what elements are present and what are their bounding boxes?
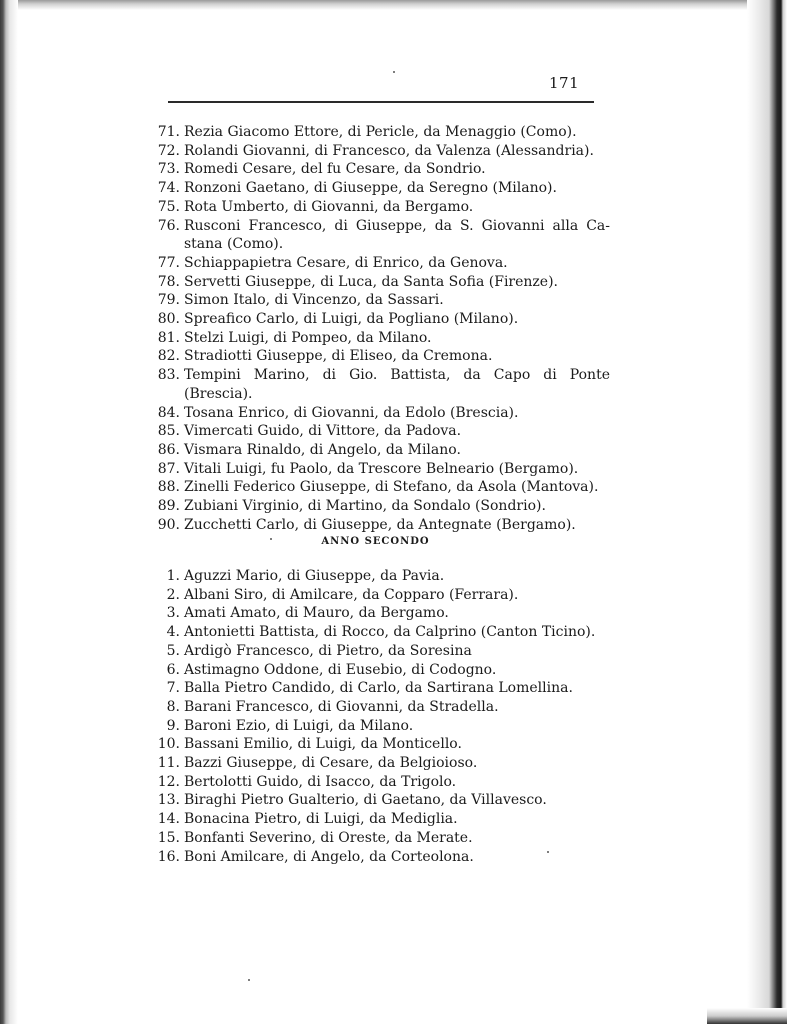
entry-text: Servetti Giuseppe, di Luca, da Santa Sofia (Firenze). — [184, 273, 559, 290]
student-list-second-year — [150, 567, 610, 866]
list-item — [150, 623, 610, 642]
entry-number: 13. — [157, 792, 180, 809]
list-item — [150, 848, 610, 867]
entry-text: Zubiani Virginio, di Martino, da Sondalo (Sondrio). — [184, 498, 546, 515]
list-item — [150, 347, 610, 366]
entry-text: Bassani Emilio, di Luigi, da Monticello. — [184, 736, 462, 753]
entry-number: 78. — [157, 273, 180, 290]
entry-number: 73. — [157, 161, 180, 178]
entry-number: 2. — [166, 586, 180, 603]
list-item — [150, 735, 610, 754]
entry-number: 85. — [157, 423, 180, 440]
list-item — [150, 586, 610, 605]
scan-edge-top — [0, 0, 787, 10]
list-item — [150, 754, 610, 773]
list-item — [150, 642, 610, 661]
section-title-text: ANNO SECONDO — [321, 536, 430, 547]
entry-number: 9. — [166, 717, 180, 734]
entry-text: Balla Pietro Candido, di Carlo, da Sartirana Lomellina. — [184, 680, 573, 697]
entry-text: Rolandi Giovanni, di Francesco, da Valenza (Alessandria). — [184, 142, 594, 159]
list-item — [150, 810, 610, 829]
entry-text: Bonacina Pietro, di Luigi, da Mediglia. — [184, 811, 458, 828]
entry-text: Zucchetti Carlo, di Giuseppe, da Antegnate (Bergamo). — [184, 516, 576, 533]
entry-number: 89. — [157, 498, 180, 515]
entry-number: 8. — [166, 698, 180, 715]
list-item — [150, 441, 610, 460]
entry-number: 1. — [166, 568, 180, 584]
entry-number: 82. — [157, 348, 180, 365]
entry-number: 90. — [157, 516, 180, 533]
list-item — [150, 254, 610, 273]
list-item — [150, 497, 610, 516]
entry-number: 74. — [157, 180, 180, 197]
entry-text: Schiappapietra Cesare, di Enrico, da Genova. — [184, 254, 508, 271]
entry-text: Barani Francesco, di Giovanni, da Stradella. — [184, 698, 499, 715]
entry-number: 15. — [157, 829, 180, 846]
scan-speck — [393, 71, 395, 73]
list-item — [150, 516, 610, 535]
scan-speck — [248, 979, 250, 981]
entry-text: Bertolotti Guido, di Isacco, da Trigolo. — [184, 773, 457, 790]
entry-text: Ronzoni Gaetano, di Giuseppe, da Seregno (Milano). — [184, 180, 557, 197]
entry-number: 81. — [157, 329, 180, 346]
list-item — [150, 329, 610, 348]
entry-text: Spreafico Carlo, di Luigi, da Pogliano (Milano). — [184, 311, 519, 328]
list-item — [150, 698, 610, 717]
entry-number: 77. — [157, 254, 180, 271]
entry-text: Vimercati Guido, di Vittore, da Padova. — [184, 423, 462, 440]
entry-text: Amati Amato, di Mauro, da Bergamo. — [184, 605, 449, 622]
entry-number: 79. — [157, 292, 180, 309]
list-item — [150, 717, 610, 736]
entry-text: Astimagno Oddone, di Eusebio, di Codogno. — [184, 661, 497, 678]
list-item — [150, 604, 610, 623]
scan-edge-bottom — [707, 1008, 787, 1024]
list-item — [150, 217, 610, 254]
entry-number: 5. — [166, 642, 180, 659]
list-item — [150, 179, 610, 198]
list-item — [150, 291, 610, 310]
entry-number: 14. — [157, 811, 180, 828]
list-item — [150, 142, 610, 161]
entry-text: Aguzzi Mario, di Giuseppe, da Pavia. — [184, 568, 445, 584]
scan-edge-right — [747, 0, 787, 1024]
entry-text: Boni Amilcare, di Angelo, da Corteolona. — [184, 848, 474, 865]
list-item — [150, 310, 610, 329]
entry-number: 3. — [166, 605, 180, 622]
entry-text: Romedi Cesare, del fu Cesare, da Sondrio. — [184, 161, 486, 178]
entry-number: 86. — [157, 441, 180, 458]
entry-number: 71. — [157, 124, 180, 140]
entry-text: Stradiotti Giuseppe, di Eliseo, da Cremona. — [184, 348, 493, 365]
entry-text: Baroni Ezio, di Luigi, da Milano. — [184, 717, 414, 734]
scan-edge-left — [0, 0, 18, 1024]
list-item — [150, 366, 610, 403]
entry-number: 11. — [157, 755, 180, 772]
entry-text: Albani Siro, di Amilcare, da Copparo (Ferrara). — [184, 586, 519, 603]
entry-number: 80. — [157, 311, 180, 328]
entry-number: 12. — [157, 773, 180, 790]
entry-text: Zinelli Federico Giuseppe, di Stefano, da Asola (Mantova). — [184, 479, 599, 496]
entry-number: 4. — [166, 624, 180, 641]
list-item — [150, 478, 610, 497]
entry-text: Bonfanti Severino, di Oreste, da Merate. — [184, 829, 473, 846]
list-item — [150, 661, 610, 680]
entry-text: Tempini Marino, di Gio. Battista, da Capo di Ponte (Brescia). — [184, 367, 610, 402]
list-item — [150, 829, 610, 848]
list-item — [150, 123, 610, 142]
entry-text: Simon Italo, di Vincenzo, da Sassari. — [184, 292, 444, 309]
entry-number: 83. — [157, 367, 180, 384]
entry-text: Rusconi Francesco, di Giuseppe, da S. Giovanni alla Ca- stana (Como). — [184, 217, 610, 253]
list-item — [150, 160, 610, 179]
header-rule — [168, 101, 594, 103]
entry-number: 72. — [157, 142, 180, 159]
entry-text: Antonietti Battista, di Rocco, da Calprino (Canton Ticino). — [184, 624, 596, 641]
entry-text: Bazzi Giuseppe, di Cesare, da Belgioioso. — [184, 755, 478, 772]
list-item — [150, 273, 610, 292]
entry-number: 88. — [157, 479, 180, 496]
entry-number: 6. — [166, 661, 180, 678]
list-item — [150, 422, 610, 441]
section-title — [0, 536, 787, 547]
entry-number: 87. — [157, 460, 180, 477]
student-list-first-year — [150, 123, 610, 534]
entry-number: 84. — [157, 404, 180, 421]
list-item — [150, 567, 610, 586]
entry-text: Ardigò Francesco, di Pietro, da Soresina — [184, 642, 472, 659]
entry-number: 10. — [157, 736, 180, 753]
entry-number: 76. — [157, 217, 180, 234]
list-item — [150, 679, 610, 698]
entry-number: 7. — [166, 680, 180, 697]
list-item — [150, 773, 610, 792]
entry-text: Rota Umberto, di Giovanni, da Bergamo. — [184, 198, 474, 215]
entry-text: Biraghi Pietro Gualterio, di Gaetano, da Villavesco. — [184, 792, 547, 809]
entry-text: Rezia Giacomo Ettore, di Pericle, da Menaggio (Como). — [184, 124, 577, 140]
entry-number: 16. — [157, 848, 180, 865]
entry-number: 75. — [157, 198, 180, 215]
entry-text: Vitali Luigi, fu Paolo, da Trescore Belneario (Bergamo). — [184, 460, 579, 477]
list-item — [150, 791, 610, 810]
list-item — [150, 404, 610, 423]
entry-text: Stelzi Luigi, di Pompeo, da Milano. — [184, 329, 432, 346]
entry-text: Vismara Rinaldo, di Angelo, da Milano. — [184, 441, 461, 458]
entry-text: Tosana Enrico, di Giovanni, da Edolo (Brescia). — [184, 404, 519, 421]
list-item — [150, 198, 610, 217]
page-number: 171 — [549, 74, 580, 92]
list-item — [150, 460, 610, 479]
